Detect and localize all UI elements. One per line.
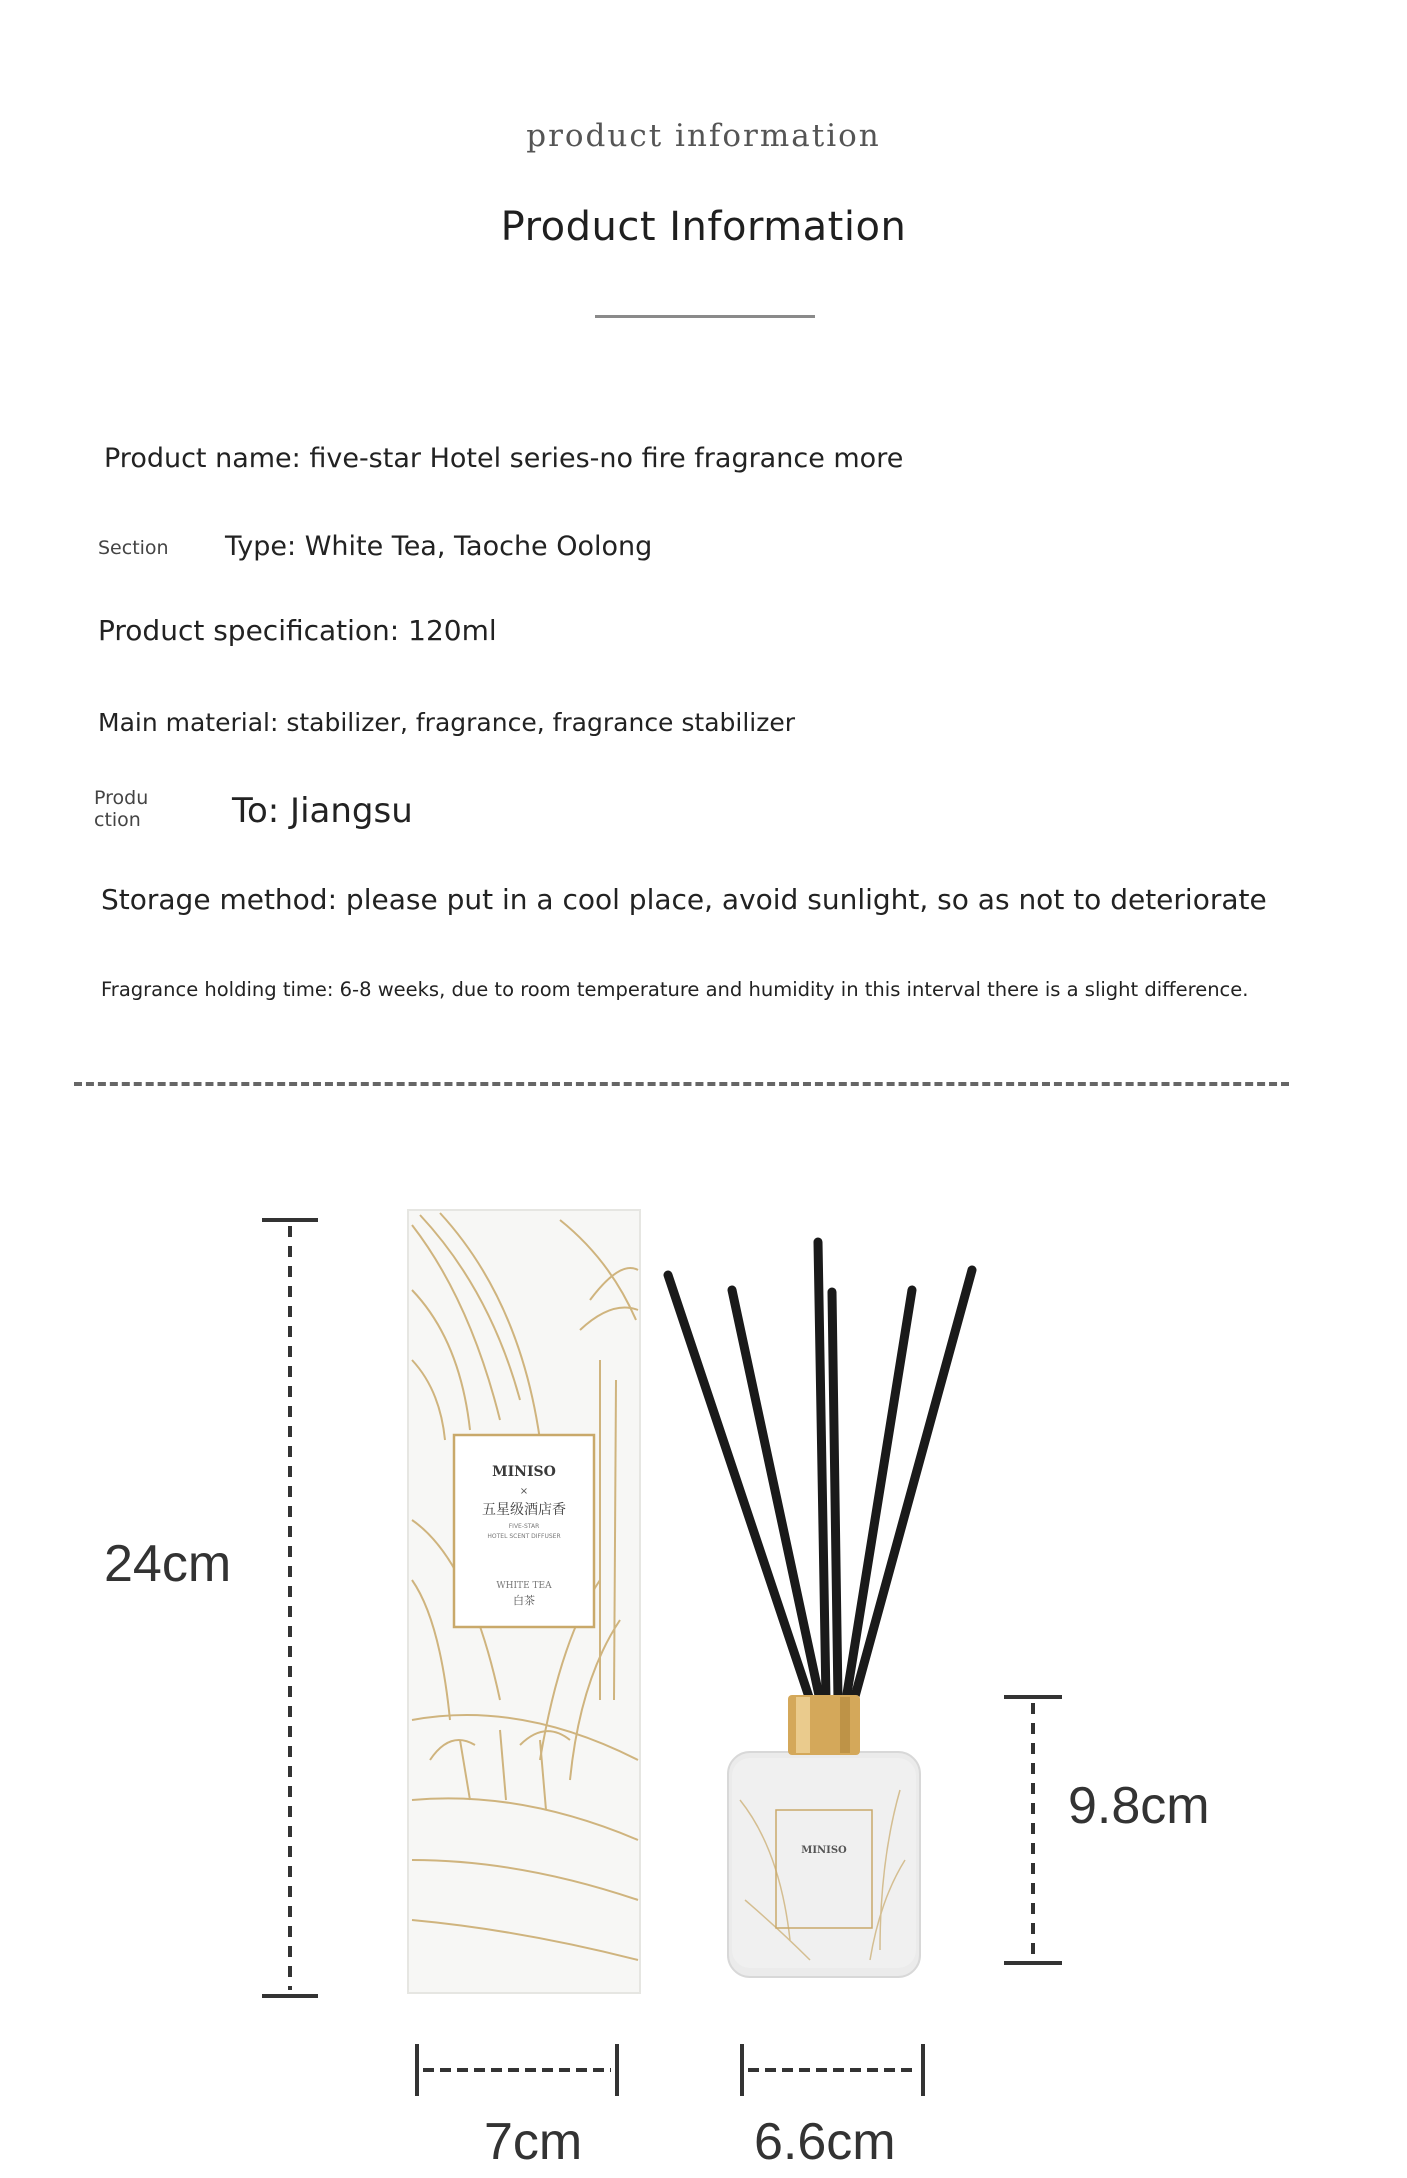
bottle-width-label: 6.6cm (754, 2113, 896, 2171)
box-cn-name: 五星级酒店香 (482, 1502, 566, 1518)
page-subtitle: product information (526, 118, 881, 154)
production-label-line-1: Produ (94, 787, 149, 809)
diffuser-reeds (668, 1242, 972, 1700)
holding-time-line: Fragrance holding time: 6-8 weeks, due to room temperature and humidity in this interval there is a slight difference. (101, 978, 1249, 1001)
box-width-label: 7cm (484, 2113, 583, 2171)
section-label: Section (98, 537, 169, 559)
storage-line: Storage method: please put in a cool place, avoid sunlight, so as not to deteriorate (101, 883, 1267, 916)
box-height-label: 24cm (104, 1535, 232, 1593)
bottle-height-label: 9.8cm (1068, 1777, 1210, 1835)
box-scent-cn: 白茶 (513, 1594, 535, 1607)
material-line: Main material: stabilizer, fragrance, fragrance stabilizer (98, 708, 796, 737)
type-line: Type: White Tea, Taoche Oolong (225, 531, 653, 562)
production-label-line-2: ction (94, 809, 141, 831)
bottle-brand-text: MINISO (801, 1845, 847, 1856)
product-box (408, 1210, 640, 1993)
product-name-line: Product name: five-star Hotel series-no fire fragrance more (104, 443, 904, 474)
spec-line: Product specification: 120ml (98, 614, 497, 647)
page-title: Product Information (500, 204, 907, 250)
box-en-line-2: HOTEL SCENT DIFFUSER (487, 1533, 561, 1540)
box-brand-text: MINISO (492, 1464, 556, 1480)
dimension-lines (262, 1220, 1062, 2096)
box-en-line-1: FIVE-STAR (508, 1523, 540, 1530)
origin-line: To: Jiangsu (232, 791, 413, 831)
box-scent-en: WHITE TEA (496, 1581, 552, 1591)
diffuser-bottle (728, 1695, 920, 1977)
box-x-text: × (519, 1486, 529, 1497)
